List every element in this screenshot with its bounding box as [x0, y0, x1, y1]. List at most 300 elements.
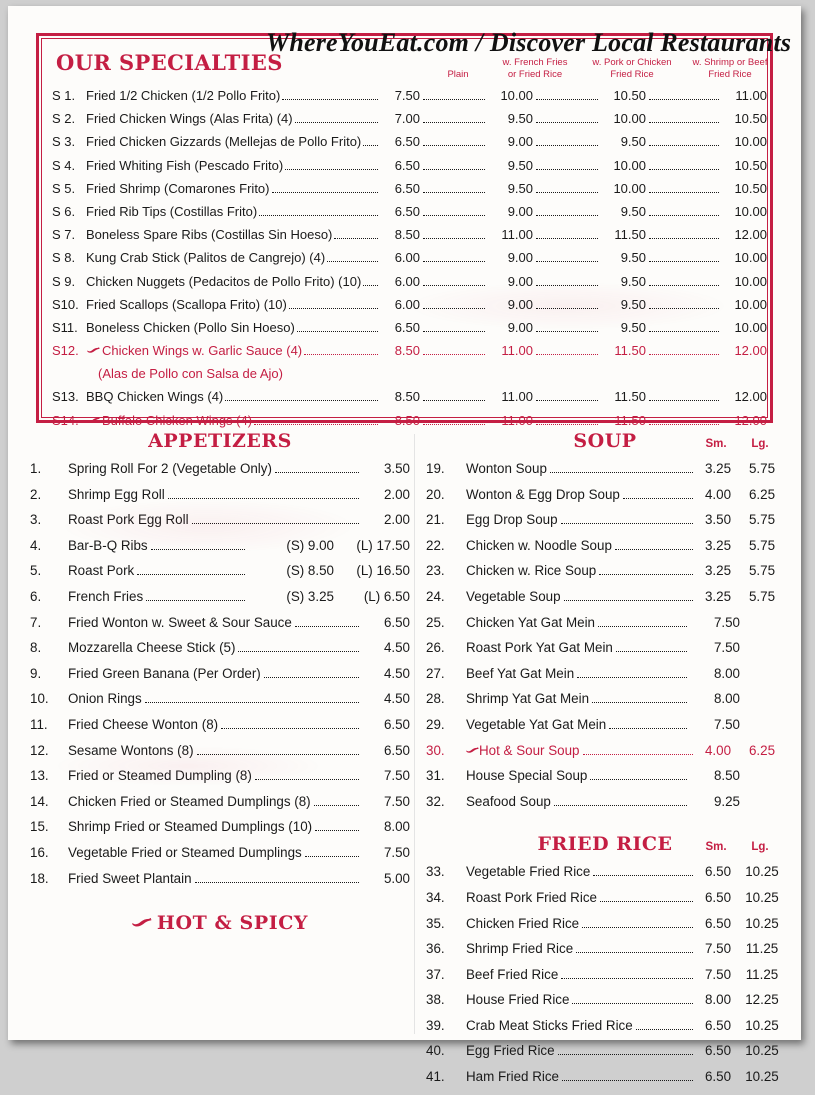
specialty-row[interactable] [52, 413, 767, 436]
price-small: 3.25 [704, 461, 732, 476]
appetizer-row[interactable] [30, 768, 410, 794]
price-large: 5.75 [748, 512, 776, 528]
fried-rice-row[interactable] [426, 1043, 784, 1069]
leader-dots [305, 846, 359, 857]
fried-rice-row[interactable] [426, 941, 784, 967]
item-number: 24. [426, 588, 445, 604]
menu-columns [8, 430, 801, 1085]
leader-dots [289, 298, 378, 309]
specialty-name: Fried Rib Tips (Costillas Frito) [86, 203, 258, 219]
soup-row[interactable] [426, 615, 784, 641]
specialty-row[interactable] [52, 389, 767, 412]
leader-dots [327, 251, 378, 262]
item-name: Vegetable Fried or Steamed Dumplings [68, 844, 302, 860]
price: 8.00 [713, 665, 740, 681]
leader-dots [572, 993, 693, 1004]
appetizers-list [30, 461, 410, 896]
leader-dots [255, 769, 359, 780]
price-small: 6.50 [704, 889, 732, 905]
price-pork: 9.50 [620, 250, 646, 266]
price-large: 10.25 [745, 889, 779, 905]
leader-dots [423, 228, 485, 239]
appetizer-row[interactable] [30, 691, 410, 717]
specialty-code: S12. [52, 343, 79, 359]
leader-dots [295, 112, 378, 123]
item-name: Fried Sweet Plantain [68, 870, 192, 886]
appetizer-row[interactable] [30, 845, 410, 871]
price-shrimp: 10.00 [734, 134, 767, 150]
fried-rice-size-headers [694, 841, 782, 853]
price-shrimp: 10.50 [734, 180, 767, 196]
leader-dots [649, 228, 719, 239]
price-pork: 10.00 [613, 111, 646, 127]
price-plain: 6.50 [394, 203, 420, 219]
price-small: 7.50 [704, 941, 732, 957]
price-pork: 10.00 [613, 180, 646, 196]
soup-row[interactable] [426, 589, 784, 615]
price-pork: 11.50 [614, 343, 646, 359]
price-large: 6.25 [748, 486, 776, 502]
soup-row[interactable] [426, 640, 784, 666]
price-small: 6.50 [704, 1069, 732, 1085]
leader-dots [649, 414, 719, 425]
price-fries: 9.00 [507, 296, 533, 312]
item-number: 37. [426, 966, 445, 982]
price-small: 3.50 [704, 512, 732, 528]
appetizer-row[interactable] [30, 615, 410, 641]
item-number: 18. [30, 870, 49, 886]
item-number: 25. [426, 614, 445, 630]
item-number: 2. [30, 486, 42, 502]
specialty-row[interactable] [52, 227, 767, 250]
hot-and-spicy-footer [30, 912, 410, 935]
leader-dots [423, 298, 485, 309]
item-name: Roast Pork Yat Gat Mein [466, 640, 613, 656]
soup-row[interactable] [426, 794, 784, 820]
leader-dots [536, 112, 598, 123]
price-fries: 9.00 [507, 319, 533, 335]
price-large: (L) 17.50 [356, 537, 410, 553]
item-number: 39. [426, 1017, 445, 1033]
item-number: 10. [30, 691, 49, 707]
price-plain: 6.00 [394, 273, 420, 289]
price: 6.50 [383, 716, 410, 732]
item-number: 6. [30, 588, 42, 604]
leader-dots [334, 228, 378, 239]
item-number: 29. [426, 716, 445, 732]
specialty-row[interactable] [52, 88, 767, 111]
specialty-code: S 5. [52, 180, 76, 196]
specialty-row[interactable] [52, 320, 767, 343]
chili-pepper-icon [132, 913, 152, 935]
soup-row[interactable] [426, 538, 784, 564]
specialty-row[interactable] [52, 134, 767, 157]
leader-dots [423, 89, 485, 100]
leader-dots [536, 159, 598, 170]
leader-dots [192, 513, 359, 524]
specialty-row[interactable] [52, 297, 767, 320]
specialty-name: Fried Scallops (Scallopa Frito) (10) [86, 296, 287, 312]
hot-and-spicy-label: HOT & SPICY [156, 912, 309, 935]
leader-dots [168, 488, 359, 499]
item-number: 20. [426, 486, 445, 502]
item-name: Hot & Sour Soup [479, 742, 580, 758]
specialty-name: Fried Chicken Gizzards (Mellejas de Pollo Frito) [86, 134, 362, 150]
item-number: 27. [426, 665, 445, 681]
leader-dots [423, 159, 485, 170]
leader-dots [282, 89, 378, 100]
item-name: Chicken Yat Gat Mein [466, 614, 596, 630]
specialty-row[interactable] [52, 181, 767, 204]
price-small: 7.50 [704, 966, 732, 982]
price-plain: 8.50 [394, 412, 420, 428]
appetizer-row[interactable] [30, 589, 410, 615]
price-plain: 7.00 [394, 111, 420, 127]
item-number: 35. [426, 915, 445, 931]
appetizer-row[interactable] [30, 640, 410, 666]
item-number: 3. [30, 512, 42, 528]
item-number: 38. [426, 992, 445, 1008]
leader-dots [592, 692, 687, 703]
price-pork: 9.50 [620, 319, 646, 335]
leader-dots [363, 275, 378, 286]
price-shrimp: 12.00 [734, 227, 767, 243]
leader-dots [146, 590, 245, 601]
specialty-name: Chicken Nuggets (Pedacitos de Pollo Frito) (10) [86, 273, 362, 289]
leader-dots [297, 321, 378, 332]
item-name: Vegetable Fried Rice [466, 864, 591, 880]
price-large: 5.75 [748, 461, 776, 476]
soup-row[interactable] [426, 563, 784, 589]
item-name: House Fried Rice [466, 992, 570, 1008]
soup-row[interactable] [426, 717, 784, 743]
soup-list [426, 461, 784, 819]
specialty-code: S13. [52, 389, 79, 405]
item-number: 21. [426, 512, 445, 528]
leader-dots [616, 641, 687, 652]
price-shrimp: 10.50 [734, 111, 767, 127]
price-plain: 6.00 [394, 296, 420, 312]
specialty-code: S14. [52, 412, 79, 428]
soup-row[interactable] [426, 487, 784, 513]
leader-dots [423, 112, 485, 123]
price: 6.50 [383, 614, 410, 630]
appetizer-row[interactable] [30, 819, 410, 845]
leader-dots [649, 298, 719, 309]
leader-dots [649, 390, 719, 401]
soup-size-small: Sm. [705, 438, 727, 450]
price-small: 4.00 [704, 742, 732, 758]
leader-dots [137, 564, 245, 575]
appetizer-row[interactable] [30, 743, 410, 769]
fried-rice-row[interactable] [426, 890, 784, 916]
price-large: 12.25 [745, 992, 779, 1008]
leader-dots [536, 321, 598, 332]
leader-dots [636, 1019, 693, 1030]
fried-rice-row[interactable] [426, 1018, 784, 1044]
price-large: 10.25 [745, 1043, 779, 1059]
leader-dots [295, 616, 359, 627]
soup-row[interactable] [426, 743, 784, 769]
price-large: 11.25 [745, 941, 779, 957]
specialty-subline: (Alas de Pollo con Salsa de Ajo) [98, 366, 283, 382]
leader-dots [423, 275, 485, 286]
soup-row[interactable] [426, 666, 784, 692]
price-fries: 11.00 [501, 227, 533, 243]
leader-dots [609, 718, 687, 729]
price-fries: 9.50 [507, 180, 533, 196]
price-large: 10.25 [745, 915, 779, 931]
price: 9.25 [713, 793, 740, 809]
fried-rice-list [426, 864, 784, 1094]
price-plain: 8.50 [394, 343, 420, 359]
item-name: Shrimp Egg Roll [68, 486, 165, 502]
appetizer-row[interactable] [30, 666, 410, 692]
item-number: 36. [426, 941, 445, 957]
price: 4.50 [383, 665, 410, 681]
column-divider [414, 434, 415, 1034]
leader-dots [225, 390, 378, 401]
appetizer-row[interactable] [30, 794, 410, 820]
leader-dots [649, 89, 719, 100]
item-number: 4. [30, 537, 42, 553]
appetizer-row[interactable] [30, 538, 410, 564]
leader-dots [259, 205, 378, 216]
item-name: Bar-B-Q Ribs [68, 537, 148, 553]
item-name: Fried or Steamed Dumpling (8) [68, 768, 252, 784]
price-small: 3.25 [704, 563, 732, 579]
specialty-row[interactable] [52, 111, 767, 134]
item-name: Wonton Soup [466, 461, 547, 476]
header-fries-line2: or Fried Rice [507, 68, 563, 80]
item-name: Roast Pork Fried Rice [466, 889, 597, 905]
specialty-code: S 2. [52, 111, 76, 127]
price-plain: 7.50 [394, 88, 420, 103]
price-large: 6.25 [748, 742, 776, 758]
item-name: Shrimp Fried Rice [466, 941, 574, 957]
item-name: Crab Meat Sticks Fried Rice [466, 1017, 633, 1033]
price: 7.50 [383, 844, 410, 860]
leader-dots [221, 718, 359, 729]
leader-dots [423, 251, 485, 262]
item-name: Fried Cheese Wonton (8) [68, 716, 219, 732]
item-name: French Fries [68, 588, 144, 604]
price: 8.50 [713, 768, 740, 784]
leader-dots [536, 205, 598, 216]
header-pork-line2: Fried Rice [610, 68, 654, 80]
chili-pepper-icon [87, 343, 100, 358]
leader-dots [536, 182, 598, 193]
leader-dots [151, 539, 245, 550]
leader-dots [554, 795, 687, 806]
soup-and-rice-column [426, 430, 784, 1095]
price-small: (S) 9.00 [286, 537, 334, 553]
specialty-name: Buffalo Chicken Wings (4) [102, 412, 253, 428]
appetizer-row[interactable] [30, 487, 410, 513]
fried-rice-row[interactable] [426, 916, 784, 942]
item-number: 8. [30, 640, 42, 656]
price-large: 10.25 [745, 864, 779, 880]
price-fries: 10.00 [500, 88, 533, 103]
specialty-row[interactable] [52, 158, 767, 181]
appetizer-row[interactable] [30, 461, 410, 487]
leader-dots [590, 769, 687, 780]
item-name: Chicken Fried Rice [466, 915, 580, 931]
item-number: 13. [30, 768, 49, 784]
specialty-name: Boneless Chicken (Pollo Sin Hoeso) [86, 319, 295, 335]
header-fries-line1: w. French Fries [502, 57, 568, 68]
leader-dots [561, 968, 693, 979]
specialty-code: S 8. [52, 250, 76, 266]
soup-row[interactable] [426, 512, 784, 538]
leader-dots [238, 641, 359, 652]
specialty-name: Fried Shrimp (Comarones Frito) [86, 180, 270, 196]
specialty-name: Chicken Wings w. Garlic Sauce (4) [102, 343, 303, 359]
item-number: 11. [30, 716, 48, 732]
leader-dots [649, 182, 719, 193]
leader-dots [197, 744, 359, 755]
item-name: Roast Pork [68, 563, 135, 579]
price-small: 4.00 [704, 486, 732, 502]
leader-dots [423, 321, 485, 332]
leader-dots [314, 795, 359, 806]
soup-size-large: Lg. [751, 438, 769, 450]
leader-dots [536, 275, 598, 286]
price-small: 6.50 [704, 915, 732, 931]
soup-row[interactable] [426, 461, 784, 487]
specialty-name: Fried Chicken Wings (Alas Frita) (4) [86, 111, 293, 127]
price-pork: 10.50 [613, 88, 646, 103]
leader-dots [649, 275, 719, 286]
leader-dots [623, 488, 693, 499]
leader-dots [649, 321, 719, 332]
specialty-code: S 9. [52, 273, 76, 289]
fried-rice-row[interactable] [426, 864, 784, 890]
specialty-name: Fried Whiting Fish (Pescado Frito) [86, 157, 284, 173]
price-shrimp: 12.00 [734, 412, 767, 428]
appetizer-row[interactable] [30, 871, 410, 897]
item-number: 1. [30, 461, 42, 476]
price: 7.50 [713, 614, 740, 630]
price-pork: 9.50 [620, 273, 646, 289]
item-number: 33. [426, 864, 445, 880]
leader-dots [315, 820, 359, 831]
leader-dots [649, 205, 719, 216]
fried-rice-row[interactable] [426, 967, 784, 993]
item-number: 15. [30, 819, 49, 835]
leader-dots [536, 414, 598, 425]
price-fries: 11.00 [501, 412, 533, 428]
appetizer-row[interactable] [30, 563, 410, 589]
leader-dots [195, 872, 359, 883]
specialties-column-headers [42, 43, 767, 89]
price: 4.50 [383, 691, 410, 707]
leader-dots [254, 414, 378, 425]
leader-dots [423, 182, 485, 193]
price-large: 5.75 [748, 537, 776, 553]
appetizer-row[interactable] [30, 512, 410, 538]
specialty-code: S 1. [52, 88, 76, 103]
item-name: Beef Yat Gat Mein [466, 665, 575, 681]
item-name: Beef Fried Rice [466, 966, 559, 982]
price-shrimp: 12.00 [734, 389, 767, 405]
specialty-row[interactable] [52, 250, 767, 273]
price: 7.50 [383, 768, 410, 784]
leader-dots [285, 159, 378, 170]
item-name: Egg Fried Rice [466, 1043, 555, 1059]
leader-dots [582, 917, 693, 928]
price: 3.50 [383, 461, 410, 476]
item-number: 12. [30, 742, 49, 758]
leader-dots [599, 564, 693, 575]
item-number: 31. [426, 768, 445, 784]
price-shrimp: 11.00 [735, 88, 767, 103]
price-large: 10.25 [745, 1017, 779, 1033]
item-name: Chicken w. Rice Soup [466, 563, 597, 579]
item-number: 9. [30, 665, 42, 681]
item-number: 41. [426, 1069, 445, 1085]
item-name: Egg Drop Soup [466, 512, 558, 528]
specialty-code: S10. [52, 296, 79, 312]
item-number: 30. [426, 742, 445, 758]
leader-dots [561, 513, 693, 524]
price-small: 6.50 [704, 1017, 732, 1033]
leader-dots [363, 135, 378, 146]
specialty-row[interactable] [52, 274, 767, 297]
soup-row[interactable] [426, 768, 784, 794]
item-name: Chicken w. Noodle Soup [466, 537, 612, 553]
soup-size-headers [694, 438, 782, 450]
specialty-row[interactable] [52, 204, 767, 227]
price-small: 8.00 [704, 992, 732, 1008]
leader-dots [272, 182, 379, 193]
price-shrimp: 10.50 [734, 157, 767, 173]
price-small: 6.50 [704, 1043, 732, 1059]
menu-page [8, 6, 801, 1085]
leader-dots [649, 344, 719, 355]
price-pork: 10.00 [613, 157, 646, 173]
item-number: 32. [426, 793, 445, 809]
leader-dots [600, 891, 693, 902]
fried-rice-size-large: Lg. [751, 841, 769, 854]
price-large: (L) 6.50 [363, 588, 410, 604]
specialty-row[interactable] [52, 343, 767, 366]
specialties-title: OUR SPECIALTIES [56, 50, 283, 75]
leader-dots [423, 390, 485, 401]
price-fries: 9.50 [507, 157, 533, 173]
item-name: Vegetable Soup [466, 588, 561, 604]
fried-rice-row[interactable] [426, 992, 784, 1018]
leader-dots [564, 590, 693, 601]
item-number: 23. [426, 563, 445, 579]
site-watermark: WhereYouEat.com / Discover Local Restaurants [266, 28, 792, 57]
price-large: 10.25 [745, 1069, 779, 1085]
fried-rice-row[interactable] [426, 1069, 784, 1095]
chili-pepper-icon [87, 413, 100, 428]
leader-dots [304, 344, 378, 355]
price-plain: 8.50 [394, 389, 420, 405]
fried-rice-title [426, 833, 784, 855]
price-fries: 11.00 [501, 343, 533, 359]
appetizer-row[interactable] [30, 717, 410, 743]
fried-rice-title-label: FRIED RICE [537, 833, 673, 856]
soup-row[interactable] [426, 691, 784, 717]
price: 8.00 [713, 691, 740, 707]
price-large: 11.25 [745, 966, 779, 982]
item-name: Sesame Wontons (8) [68, 742, 194, 758]
item-number: 5. [30, 563, 42, 579]
item-number: 7. [30, 614, 42, 630]
